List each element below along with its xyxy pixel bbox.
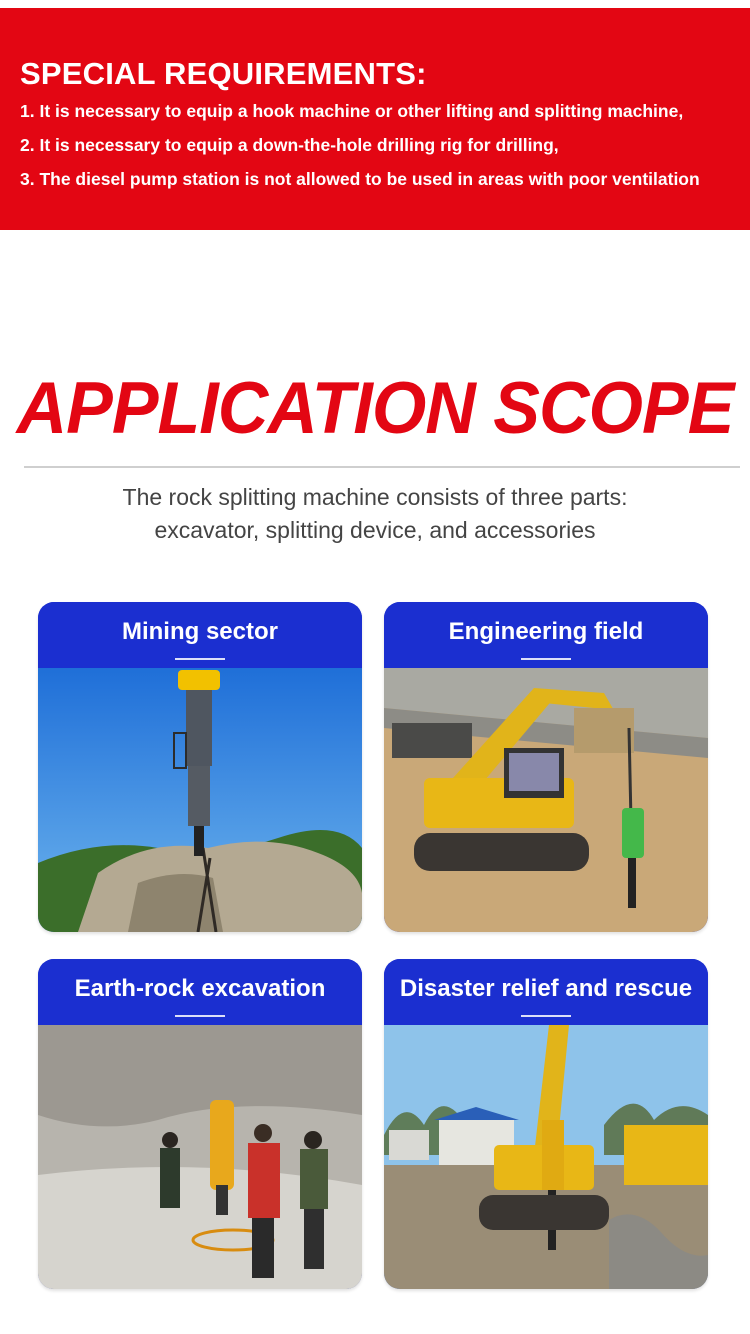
title-underline bbox=[521, 658, 571, 660]
top-strip bbox=[0, 0, 750, 8]
card-title: Disaster relief and rescue bbox=[399, 975, 693, 1002]
card-earth-rock-excavation[interactable] bbox=[38, 959, 362, 1289]
intro-text-line-1: The rock splitting machine consists of three parts: bbox=[122, 484, 628, 510]
engineering-photo bbox=[384, 668, 708, 932]
title-underline bbox=[175, 1015, 225, 1017]
card-title: Mining sector bbox=[121, 618, 278, 645]
mining-photo bbox=[38, 668, 362, 932]
card-title: Engineering field bbox=[448, 618, 644, 645]
title-underline bbox=[175, 658, 225, 660]
requirement-item: 2. It is necessary to equip a down-the-hole drilling rig for drilling, bbox=[20, 135, 559, 155]
intro-text-line-2: excavator, splitting device, and accessories bbox=[154, 517, 596, 543]
earth-rock-photo bbox=[38, 1025, 362, 1289]
card-mining-sector[interactable] bbox=[38, 602, 362, 932]
disaster-relief-photo bbox=[384, 1025, 708, 1289]
application-scope-title: APPLICATION SCOPE bbox=[16, 367, 734, 449]
title-underline bbox=[521, 1015, 571, 1017]
title-divider bbox=[24, 466, 740, 468]
card-disaster-relief[interactable] bbox=[384, 959, 708, 1289]
special-requirements-banner bbox=[0, 8, 750, 230]
card-header bbox=[384, 602, 708, 668]
card-header bbox=[384, 959, 708, 1025]
requirement-item: 1. It is necessary to equip a hook machine or other lifting and splitting machine, bbox=[20, 101, 684, 121]
card-header bbox=[38, 602, 362, 668]
card-title: Earth-rock excavation bbox=[74, 975, 326, 1002]
card-header bbox=[38, 959, 362, 1025]
card-engineering-field[interactable] bbox=[384, 602, 708, 932]
requirements-title: SPECIAL REQUIREMENTS: bbox=[20, 56, 427, 91]
requirement-item: 3. The diesel pump station is not allowed to be used in areas with poor ventilation bbox=[20, 169, 700, 189]
